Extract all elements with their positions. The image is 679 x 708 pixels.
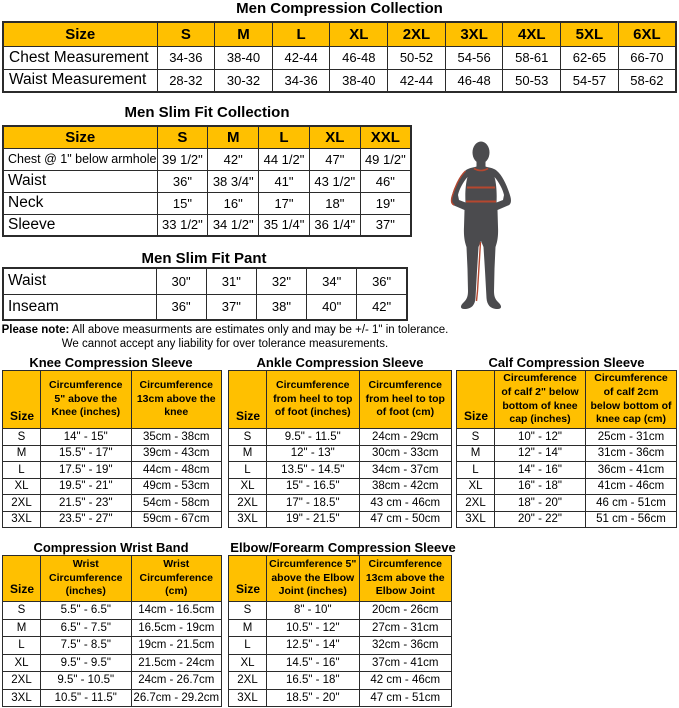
row-label-cell: XL bbox=[3, 478, 41, 495]
value-cell: 17" - 18.5" bbox=[267, 495, 360, 512]
row-label-cell: Chest @ 1" below armhole bbox=[3, 148, 157, 170]
row-label-cell: 2XL bbox=[229, 495, 267, 512]
row-label-cell: Waist bbox=[3, 268, 156, 294]
row-label-cell: XL bbox=[457, 478, 495, 495]
value-cell: 37" bbox=[360, 214, 411, 236]
value-cell: 58-61 bbox=[503, 46, 561, 69]
value-cell: 7.5" - 8.5" bbox=[41, 637, 132, 655]
value-cell: 25cm - 31cm bbox=[586, 429, 677, 446]
size-column-header: Size bbox=[3, 556, 41, 602]
value-cell: 9.5" - 10.5" bbox=[41, 672, 132, 690]
row-label-cell: L bbox=[229, 462, 267, 479]
value-cell: 30-32 bbox=[215, 69, 273, 92]
value-cell: 46 cm - 51cm bbox=[586, 495, 677, 512]
table-row bbox=[457, 429, 677, 446]
value-cell: 10.5" - 11.5" bbox=[41, 689, 132, 707]
value-cell: 49cm - 53cm bbox=[131, 478, 222, 495]
table-row bbox=[3, 462, 222, 479]
row-label-cell: L bbox=[229, 637, 267, 655]
men-compression-collection-title: Men Compression Collection bbox=[236, 0, 443, 17]
value-cell: 20cm - 26cm bbox=[359, 602, 452, 620]
value-cell: 14.5" - 16" bbox=[267, 654, 360, 672]
wrist-band-title: Compression Wrist Band bbox=[33, 540, 189, 555]
value-cell: 17.5" - 19" bbox=[41, 462, 132, 479]
value-cell: 47 cm - 50cm bbox=[359, 511, 452, 528]
men-compression-collection-table bbox=[2, 21, 677, 93]
value-cell: 30cm - 33cm bbox=[359, 445, 452, 462]
row-label-cell: S bbox=[229, 602, 267, 620]
table-row bbox=[229, 445, 452, 462]
table-row bbox=[229, 429, 452, 446]
value-cell: 10.5" - 12" bbox=[267, 619, 360, 637]
column-header: L bbox=[272, 22, 330, 46]
value-cell: 43 1/2" bbox=[309, 170, 360, 192]
value-cell: 34-36 bbox=[157, 46, 215, 69]
value-cell: 10" - 12" bbox=[495, 429, 586, 446]
value-cell: 23.5" - 27" bbox=[41, 511, 132, 528]
value-cell: 15" bbox=[157, 192, 208, 214]
table-row bbox=[229, 637, 452, 655]
column-header: Circumference 13cm above the knee bbox=[131, 371, 222, 429]
men-slim-fit-pant-table bbox=[2, 267, 408, 321]
tolerance-note bbox=[0, 323, 450, 351]
value-cell: 54-57 bbox=[561, 69, 619, 92]
row-label-cell: L bbox=[3, 462, 41, 479]
row-label-cell: L bbox=[457, 462, 495, 479]
value-cell: 39 1/2" bbox=[157, 148, 208, 170]
column-header: S bbox=[157, 126, 208, 148]
row-label-cell: 3XL bbox=[229, 689, 267, 707]
value-cell: 43 cm - 46cm bbox=[359, 495, 452, 512]
value-cell: 14" - 15" bbox=[41, 429, 132, 446]
row-label-cell: M bbox=[457, 445, 495, 462]
table-row bbox=[3, 478, 222, 495]
row-label-cell: Chest Measurement bbox=[3, 46, 157, 69]
row-label-cell: S bbox=[3, 602, 41, 620]
column-header: XL bbox=[309, 126, 360, 148]
elbow-forearm-sleeve-title: Elbow/Forearm Compression Sleeve bbox=[230, 540, 456, 555]
compression-wrist-band-table bbox=[2, 555, 222, 707]
value-cell: 27cm - 31cm bbox=[359, 619, 452, 637]
row-label-cell: M bbox=[229, 445, 267, 462]
value-cell: 37cm - 41cm bbox=[359, 654, 452, 672]
value-cell: 50-53 bbox=[503, 69, 561, 92]
value-cell: 36 1/4" bbox=[309, 214, 360, 236]
value-cell: 38" bbox=[256, 294, 306, 320]
knee-sleeve-title: Knee Compression Sleeve bbox=[29, 355, 193, 370]
value-cell: 38cm - 42cm bbox=[359, 478, 452, 495]
value-cell: 58-62 bbox=[618, 69, 676, 92]
row-label-cell: 2XL bbox=[229, 672, 267, 690]
value-cell: 40" bbox=[307, 294, 357, 320]
value-cell: 36" bbox=[157, 170, 208, 192]
value-cell: 18" bbox=[309, 192, 360, 214]
row-label-cell: M bbox=[3, 445, 41, 462]
row-label-cell: L bbox=[3, 637, 41, 655]
row-label-cell: Waist bbox=[3, 170, 157, 192]
table-row bbox=[3, 495, 222, 512]
row-label-cell: S bbox=[3, 429, 41, 446]
column-header: Circumference 13cm above the Elbow Joint bbox=[359, 556, 452, 602]
calf-compression-sleeve-table bbox=[456, 370, 677, 528]
row-label-cell: Neck bbox=[3, 192, 157, 214]
value-cell: 12" - 14" bbox=[495, 445, 586, 462]
table-row bbox=[3, 689, 222, 707]
value-cell: 15" - 16.5" bbox=[267, 478, 360, 495]
value-cell: 16.5cm - 19cm bbox=[131, 619, 222, 637]
row-label-cell: XL bbox=[229, 654, 267, 672]
value-cell: 36" bbox=[156, 294, 206, 320]
column-header: Wrist Circumference (inches) bbox=[41, 556, 132, 602]
value-cell: 47" bbox=[309, 148, 360, 170]
column-header: L bbox=[259, 126, 310, 148]
value-cell: 24cm - 29cm bbox=[359, 429, 452, 446]
value-cell: 41cm - 46cm bbox=[586, 478, 677, 495]
value-cell: 5.5" - 6.5" bbox=[41, 602, 132, 620]
value-cell: 49 1/2" bbox=[360, 148, 411, 170]
size-column-header: Size bbox=[229, 556, 267, 602]
column-header: Circumference from heel to top of foot (cm) bbox=[359, 371, 452, 429]
value-cell: 19" bbox=[360, 192, 411, 214]
row-label-cell: S bbox=[457, 429, 495, 446]
row-label-cell: Inseam bbox=[3, 294, 156, 320]
row-label-cell: 3XL bbox=[229, 511, 267, 528]
table-row bbox=[3, 672, 222, 690]
value-cell: 34" bbox=[307, 268, 357, 294]
column-header: Wrist Circumference (cm) bbox=[131, 556, 222, 602]
column-header: XXL bbox=[360, 126, 411, 148]
row-label-cell: 2XL bbox=[457, 495, 495, 512]
value-cell: 32" bbox=[256, 268, 306, 294]
value-cell: 34 1/2" bbox=[208, 214, 259, 236]
column-header: Circumference of calf 2cm below bottom of knee cap (cm) bbox=[586, 371, 677, 429]
value-cell: 54-56 bbox=[445, 46, 503, 69]
table-row bbox=[229, 511, 452, 528]
value-cell: 19.5" - 21" bbox=[41, 478, 132, 495]
table-row bbox=[3, 170, 411, 192]
row-label-cell: 2XL bbox=[3, 672, 41, 690]
table-row bbox=[229, 602, 452, 620]
table-row bbox=[229, 478, 452, 495]
column-header: Circumference 5" above the Elbow Joint (inches) bbox=[267, 556, 360, 602]
table-row bbox=[3, 69, 676, 92]
row-label-cell: Sleeve bbox=[3, 214, 157, 236]
value-cell: 6.5" - 7.5" bbox=[41, 619, 132, 637]
table-row bbox=[229, 654, 452, 672]
value-cell: 34-36 bbox=[272, 69, 330, 92]
table-row bbox=[3, 148, 411, 170]
table-row bbox=[457, 462, 677, 479]
table-row bbox=[3, 294, 407, 320]
value-cell: 14cm - 16.5cm bbox=[131, 602, 222, 620]
row-label-cell: XL bbox=[3, 654, 41, 672]
table-row bbox=[457, 495, 677, 512]
header-row bbox=[3, 556, 222, 602]
table-row bbox=[229, 672, 452, 690]
header-row bbox=[457, 371, 677, 429]
row-label-cell: 2XL bbox=[3, 495, 41, 512]
header-row bbox=[3, 22, 676, 46]
row-label-cell: S bbox=[229, 429, 267, 446]
value-cell: 12" - 13" bbox=[267, 445, 360, 462]
column-header: Circumference 5" above the Knee (inches) bbox=[41, 371, 132, 429]
row-label-cell: M bbox=[3, 619, 41, 637]
value-cell: 44 1/2" bbox=[259, 148, 310, 170]
column-header: Circumference from heel to top of foot (inches) bbox=[267, 371, 360, 429]
table-row bbox=[3, 619, 222, 637]
value-cell: 42" bbox=[357, 294, 407, 320]
value-cell: 34cm - 37cm bbox=[359, 462, 452, 479]
table-row bbox=[3, 445, 222, 462]
value-cell: 31" bbox=[206, 268, 256, 294]
table-row bbox=[457, 478, 677, 495]
header-row bbox=[3, 371, 222, 429]
value-cell: 35 1/4" bbox=[259, 214, 310, 236]
value-cell: 46-48 bbox=[330, 46, 388, 69]
value-cell: 39cm - 43cm bbox=[131, 445, 222, 462]
value-cell: 9.5" - 9.5" bbox=[41, 654, 132, 672]
value-cell: 51 cm - 56cm bbox=[586, 511, 677, 528]
value-cell: 38-40 bbox=[330, 69, 388, 92]
value-cell: 42-44 bbox=[388, 69, 446, 92]
value-cell: 20" - 22" bbox=[495, 511, 586, 528]
header-row bbox=[229, 556, 452, 602]
value-cell: 42-44 bbox=[272, 46, 330, 69]
column-header: S bbox=[157, 22, 215, 46]
column-header: 2XL bbox=[388, 22, 446, 46]
value-cell: 32cm - 36cm bbox=[359, 637, 452, 655]
value-cell: 37" bbox=[206, 294, 256, 320]
header-row bbox=[229, 371, 452, 429]
note-line2: We cannot accept any liability for over tolerance measurements. bbox=[61, 338, 389, 350]
value-cell: 66-70 bbox=[618, 46, 676, 69]
table-row bbox=[3, 429, 222, 446]
header-row bbox=[3, 126, 411, 148]
table-row bbox=[229, 462, 452, 479]
row-label-cell: Waist Measurement bbox=[3, 69, 157, 92]
column-header: 4XL bbox=[503, 22, 561, 46]
column-header: Circumference of calf 2" below bottom of knee cap (inches) bbox=[495, 371, 586, 429]
size-column-header: Size bbox=[229, 371, 267, 429]
value-cell: 13.5" - 14.5" bbox=[267, 462, 360, 479]
note-line1: All above measurments are estimates only and may be +/- 1" in tolerance. bbox=[69, 324, 449, 336]
value-cell: 16" bbox=[208, 192, 259, 214]
ankle-compression-sleeve-table bbox=[228, 370, 452, 528]
size-column-header: Size bbox=[457, 371, 495, 429]
value-cell: 59cm - 67cm bbox=[131, 511, 222, 528]
table-row bbox=[229, 495, 452, 512]
value-cell: 44cm - 48cm bbox=[131, 462, 222, 479]
value-cell: 42 cm - 46cm bbox=[359, 672, 452, 690]
value-cell: 41" bbox=[259, 170, 310, 192]
column-header: M bbox=[215, 22, 273, 46]
men-slim-fit-pant-title: Men Slim Fit Pant bbox=[141, 250, 267, 267]
value-cell: 38 3/4" bbox=[208, 170, 259, 192]
table-row bbox=[3, 654, 222, 672]
row-label-cell: 3XL bbox=[3, 689, 41, 707]
value-cell: 18.5" - 20" bbox=[267, 689, 360, 707]
knee-compression-sleeve-table bbox=[2, 370, 222, 528]
table-row bbox=[3, 511, 222, 528]
value-cell: 30" bbox=[156, 268, 206, 294]
size-column-header: Size bbox=[3, 371, 41, 429]
value-cell: 26.7cm - 29.2cm bbox=[131, 689, 222, 707]
male-figure-silhouette bbox=[448, 141, 518, 313]
table-row bbox=[3, 602, 222, 620]
value-cell: 15.5" - 17" bbox=[41, 445, 132, 462]
table-row bbox=[3, 46, 676, 69]
value-cell: 21.5cm - 24cm bbox=[131, 654, 222, 672]
value-cell: 19" - 21.5" bbox=[267, 511, 360, 528]
table-row bbox=[3, 214, 411, 236]
elbow-forearm-compression-sleeve-table bbox=[228, 555, 452, 707]
value-cell: 21.5" - 23" bbox=[41, 495, 132, 512]
value-cell: 28-32 bbox=[157, 69, 215, 92]
value-cell: 31cm - 36cm bbox=[586, 445, 677, 462]
value-cell: 54cm - 58cm bbox=[131, 495, 222, 512]
row-label-cell: XL bbox=[229, 478, 267, 495]
column-header: M bbox=[208, 126, 259, 148]
value-cell: 12.5" - 14" bbox=[267, 637, 360, 655]
table-row bbox=[3, 192, 411, 214]
value-cell: 8" - 10" bbox=[267, 602, 360, 620]
value-cell: 62-65 bbox=[561, 46, 619, 69]
table-row bbox=[229, 619, 452, 637]
value-cell: 35cm - 38cm bbox=[131, 429, 222, 446]
men-slim-fit-collection-table bbox=[2, 125, 412, 237]
value-cell: 50-52 bbox=[388, 46, 446, 69]
value-cell: 24cm - 26.7cm bbox=[131, 672, 222, 690]
table-row bbox=[3, 268, 407, 294]
value-cell: 16.5" - 18" bbox=[267, 672, 360, 690]
table-row bbox=[229, 689, 452, 707]
value-cell: 16" - 18" bbox=[495, 478, 586, 495]
column-header: 6XL bbox=[618, 22, 676, 46]
table-row bbox=[457, 445, 677, 462]
value-cell: 47 cm - 51cm bbox=[359, 689, 452, 707]
column-header: 5XL bbox=[561, 22, 619, 46]
ankle-sleeve-title: Ankle Compression Sleeve bbox=[256, 355, 424, 370]
value-cell: 9.5" - 11.5" bbox=[267, 429, 360, 446]
size-column-header: Size bbox=[3, 126, 157, 148]
column-header: 3XL bbox=[445, 22, 503, 46]
size-column-header: Size bbox=[3, 22, 157, 46]
value-cell: 18" - 20" bbox=[495, 495, 586, 512]
row-label-cell: 3XL bbox=[3, 511, 41, 528]
value-cell: 19cm - 21.5cm bbox=[131, 637, 222, 655]
table-row bbox=[3, 637, 222, 655]
note-label: Please note: bbox=[1, 324, 70, 336]
value-cell: 38-40 bbox=[215, 46, 273, 69]
value-cell: 17" bbox=[259, 192, 310, 214]
value-cell: 42" bbox=[208, 148, 259, 170]
value-cell: 46-48 bbox=[445, 69, 503, 92]
value-cell: 46" bbox=[360, 170, 411, 192]
value-cell: 36cm - 41cm bbox=[586, 462, 677, 479]
value-cell: 36" bbox=[357, 268, 407, 294]
table-row bbox=[457, 511, 677, 528]
row-label-cell: M bbox=[229, 619, 267, 637]
column-header: XL bbox=[330, 22, 388, 46]
value-cell: 14" - 16" bbox=[495, 462, 586, 479]
row-label-cell: 3XL bbox=[457, 511, 495, 528]
men-slim-fit-collection-title: Men Slim Fit Collection bbox=[124, 104, 290, 121]
value-cell: 33 1/2" bbox=[157, 214, 208, 236]
calf-sleeve-title: Calf Compression Sleeve bbox=[488, 355, 645, 370]
